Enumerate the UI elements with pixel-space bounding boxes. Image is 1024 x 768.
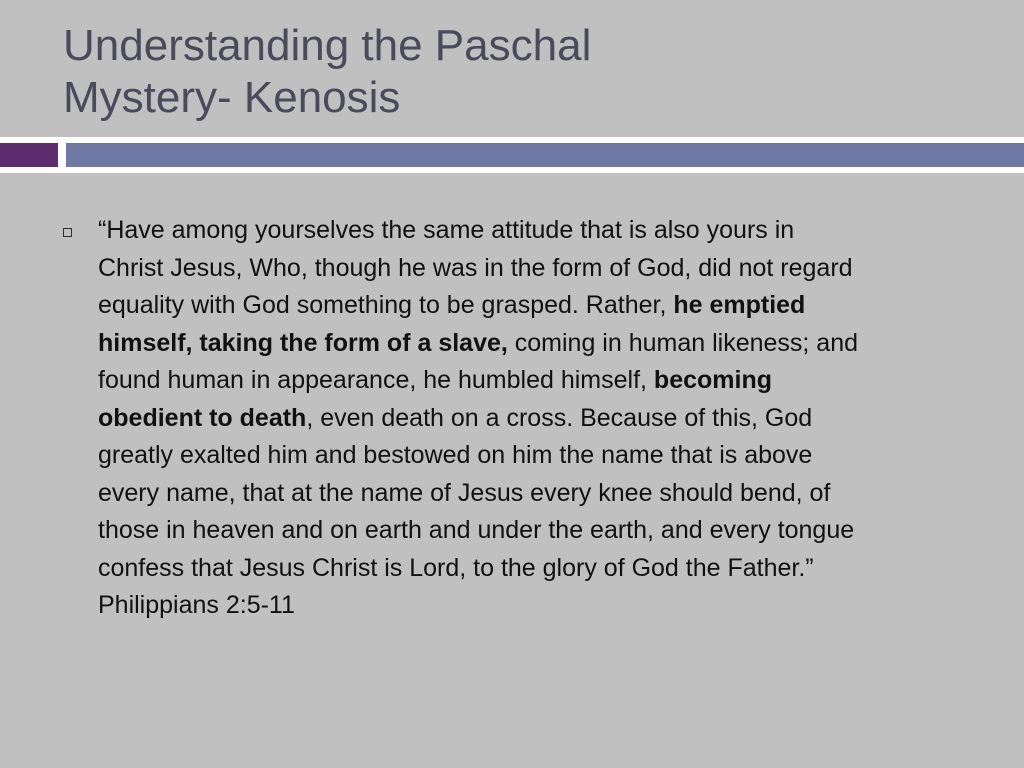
slide-title-line-2: Mystery- Kenosis [63, 73, 401, 122]
slide-body [60, 212, 860, 625]
slide-title [63, 20, 963, 124]
quote-emphasis-emptied: he emptied himself, taking the form of a slave, [98, 291, 806, 357]
scripture-quote [98, 212, 860, 625]
square-bullet-icon [63, 228, 72, 237]
quote-text-part-1: “Have among yourselves the same attitude that is also yours in Christ Jesus, Who, though he was in the form of God, did not regard equality with God something to be grasped. Rather, [98, 216, 853, 319]
quote-text-part-3: , even death on a cross. Because of this, God greatly exalted him and bestowed on him the name that is above every name, that at the name of Jesus every knee should bend, of those in heaven and on earth and under the earth, and every tongue confess that Jesus Christ is Lord, to the glory of God the Father.” Philippians 2:5-11 [98, 403, 855, 619]
accent-bar-blue [66, 143, 1024, 167]
slide-title-line-1: Understanding the Paschal [63, 21, 592, 70]
quote-emphasis-obedient: becoming obedient to death [98, 366, 772, 432]
quote-text-part-2: coming in human likeness; and found human in appearance, he humbled himself, [98, 328, 859, 394]
accent-bar-purple [0, 143, 58, 167]
